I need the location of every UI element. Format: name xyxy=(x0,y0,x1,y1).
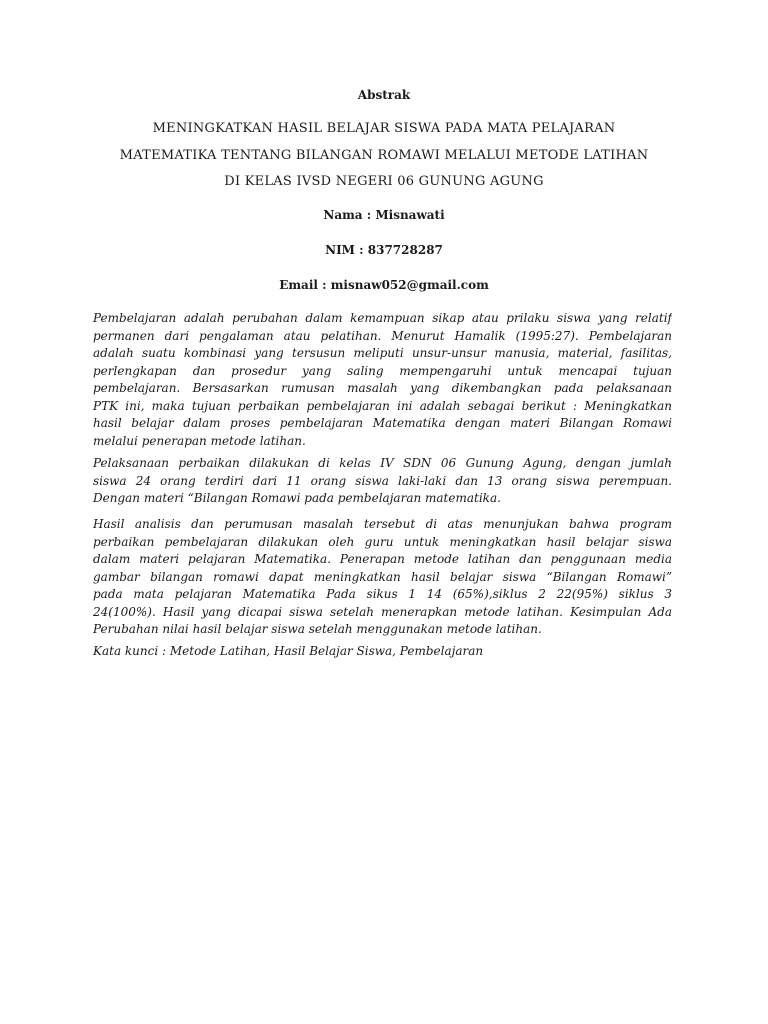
keywords-line: Kata kunci : Metode Latihan, Hasil Belajar Siswa, Pembelajaran xyxy=(93,644,484,658)
paragraph-line: hasil belajar dalam proses pembelajaran Matematika dengan materi Bilangan Romawi xyxy=(93,416,672,430)
abstract-paragraph-3 xyxy=(93,516,672,639)
paragraph-line: pada mata pelajaran Matematika Pada sikus 1 14 (65%),siklus 2 22(95%) siklus 3 xyxy=(93,587,672,601)
abstract-paragraph-2 xyxy=(93,455,672,508)
title-line-3: DI KELAS IVSD NEGERI 06 GUNUNG AGUNG xyxy=(224,174,544,189)
paragraph-line: melalui penerapan metode latihan. xyxy=(93,433,306,448)
author-email: Email : misnaw052@gmail.com xyxy=(279,278,489,292)
paragraph-line: perbaikan pembelajaran dilakukan oleh guru untuk meningkatkan hasil belajar siswa xyxy=(93,534,672,549)
author-nim: NIM : 837728287 xyxy=(325,243,443,257)
paragraph-line: permanen dari pengalaman atau pelatihan. Menurut Hamalik (1995:27). Pembelajaran xyxy=(93,328,672,343)
paragraph-line: Hasil analisis dan perumusan masalah tersebut di atas menunjukan bahwa program xyxy=(93,517,672,531)
paragraph-line: dalam materi pelajaran Matematika. Penerapan metode latihan dan penggunaan media xyxy=(93,552,672,566)
paragraph-line: Pembelajaran adalah perubahan dalam kemampuan sikap atau prilaku siswa yang relatif xyxy=(93,311,672,325)
paragraph-line: Dengan materi “Bilangan Romawi pada pembelajaran matematika. xyxy=(93,491,501,505)
paragraph-line: Perubahan nilai hasil belajar siswa setelah menggunakan metode latihan. xyxy=(93,622,542,636)
paragraph-line: gambar bilangan romawi dapat meningkatkan hasil belajar siswa “Bilangan Romawi” xyxy=(93,569,672,584)
paragraph-line: 24(100%). Hasil yang dicapai siswa setelah menerapkan metode latihan. Kesimpulan Ada xyxy=(93,604,672,619)
paragraph-line: pembelajaran. Bersasarkan rumusan masalah yang dikembangkan pada pelaksanaan xyxy=(93,381,672,395)
title-line-2: MATEMATIKA TENTANG BILANGAN ROMAWI MELALUI METODE LATIHAN xyxy=(119,148,649,163)
paragraph-line: PTK ini, maka tujuan perbaikan pembelajaran ini adalah sebagai berikut : Meningkatkan xyxy=(93,398,672,413)
paragraph-line: perlengkapan dan prosedur yang saling mempengaruhi untuk mencapai tujuan xyxy=(93,363,672,378)
abstract-paragraph-1 xyxy=(93,310,672,450)
author-name: Nama : Misnawati xyxy=(323,208,445,222)
paragraph-line: siswa 24 orang terdiri dari 11 orang siswa laki-laki dan 13 orang siswa perempuan. xyxy=(93,473,672,488)
paragraph-line: Pelaksanaan perbaikan dilakukan di kelas IV SDN 06 Gunung Agung, dengan jumlah xyxy=(93,456,672,470)
title-line-1: MENINGKATKAN HASIL BELAJAR SISWA PADA MATA PELAJARAN xyxy=(152,121,616,136)
keywords-paragraph xyxy=(93,643,672,661)
abstract-heading: Abstrak xyxy=(357,88,411,102)
paragraph-line: adalah suatu kombinasi yang tersusun meliputi unsur-unsur manusia, material, fasilitas, xyxy=(93,346,672,360)
